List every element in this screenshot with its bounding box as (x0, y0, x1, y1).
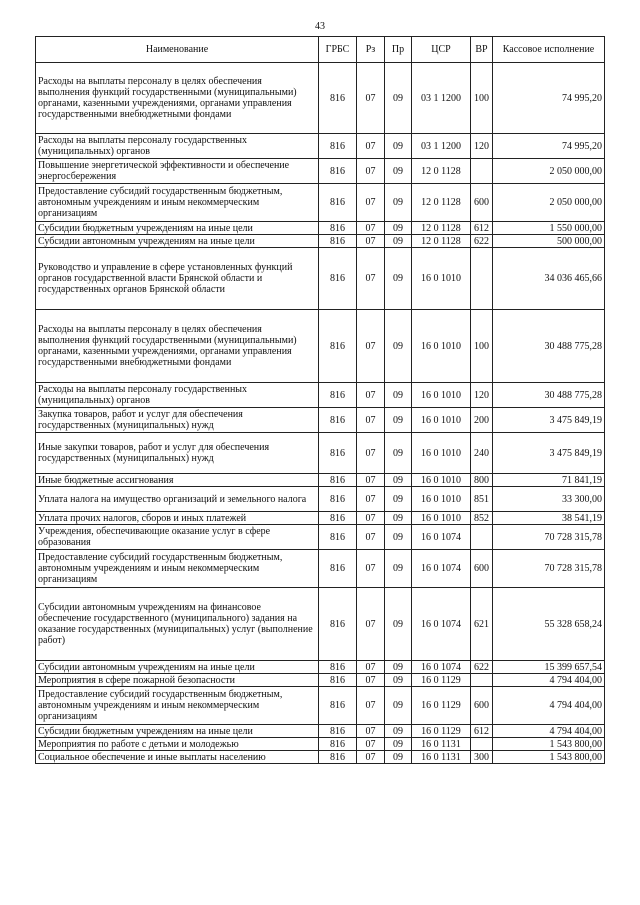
cell-csr: 16 0 1129 (412, 687, 471, 725)
cell-pr: 09 (385, 63, 412, 134)
cell-grbs: 816 (319, 159, 357, 184)
cell-name: Субсидии автономным учреждениям на иные цели (36, 235, 319, 248)
table-row (36, 525, 605, 550)
cell-csr: 16 0 1131 (412, 751, 471, 764)
cell-name: Мероприятия в сфере пожарной безопасности (36, 674, 319, 687)
cell-vr (471, 525, 493, 550)
cell-csr: 16 0 1010 (412, 248, 471, 310)
cell-rz: 07 (357, 751, 385, 764)
cell-name: Повышение энергетической эффективности и обеспечение энергосбережения (36, 159, 319, 184)
cell-name: Расходы на выплаты персоналу государственных (муниципальных) органов (36, 134, 319, 159)
cell-grbs: 816 (319, 222, 357, 235)
cell-name: Иные закупки товаров, работ и услуг для обеспечения государственных (муниципальных) нужд (36, 433, 319, 474)
table-row (36, 310, 605, 383)
cell-rz: 07 (357, 222, 385, 235)
cell-grbs: 816 (319, 738, 357, 751)
table-row (36, 687, 605, 725)
cell-name: Субсидии автономным учреждениям на иные цели (36, 661, 319, 674)
cell-amount: 38 541,19 (493, 512, 605, 525)
cell-grbs: 816 (319, 63, 357, 134)
cell-grbs: 816 (319, 588, 357, 661)
table-row (36, 383, 605, 408)
cell-vr: 622 (471, 235, 493, 248)
table-row (36, 751, 605, 764)
cell-amount: 55 328 658,24 (493, 588, 605, 661)
cell-pr: 09 (385, 512, 412, 525)
cell-vr: 800 (471, 474, 493, 487)
cell-rz: 07 (357, 408, 385, 433)
cell-rz: 07 (357, 184, 385, 222)
cell-rz: 07 (357, 134, 385, 159)
cell-amount: 1 543 800,00 (493, 751, 605, 764)
cell-amount: 1 543 800,00 (493, 738, 605, 751)
table-row (36, 134, 605, 159)
cell-pr: 09 (385, 408, 412, 433)
cell-name: Социальное обеспечение и иные выплаты населению (36, 751, 319, 764)
cell-rz: 07 (357, 550, 385, 588)
cell-csr: 16 0 1074 (412, 588, 471, 661)
cell-name: Уплата налога на имущество организаций и земельного налога (36, 487, 319, 512)
cell-amount: 30 488 775,28 (493, 310, 605, 383)
cell-amount: 500 000,00 (493, 235, 605, 248)
cell-rz: 07 (357, 487, 385, 512)
cell-pr: 09 (385, 751, 412, 764)
cell-pr: 09 (385, 248, 412, 310)
cell-pr: 09 (385, 222, 412, 235)
cell-pr: 09 (385, 134, 412, 159)
cell-grbs: 816 (319, 512, 357, 525)
cell-amount: 74 995,20 (493, 134, 605, 159)
header-vr: ВР (471, 37, 493, 63)
table-row (36, 433, 605, 474)
cell-pr: 09 (385, 525, 412, 550)
table-header-row (36, 37, 605, 63)
cell-rz: 07 (357, 63, 385, 134)
cell-pr: 09 (385, 184, 412, 222)
cell-csr: 12 0 1128 (412, 222, 471, 235)
cell-csr: 16 0 1010 (412, 487, 471, 512)
cell-vr: 100 (471, 63, 493, 134)
cell-grbs: 816 (319, 235, 357, 248)
cell-pr: 09 (385, 487, 412, 512)
cell-amount: 2 050 000,00 (493, 184, 605, 222)
cell-rz: 07 (357, 474, 385, 487)
cell-vr (471, 674, 493, 687)
cell-csr: 16 0 1010 (412, 512, 471, 525)
cell-amount: 34 036 465,66 (493, 248, 605, 310)
table-row (36, 184, 605, 222)
cell-grbs: 816 (319, 310, 357, 383)
header-pr: Пр (385, 37, 412, 63)
cell-vr: 120 (471, 383, 493, 408)
cell-name: Предоставление субсидий государственным бюджетным, автономным учреждениям и иным некоммерческим организациям (36, 550, 319, 588)
table-row (36, 248, 605, 310)
cell-name: Расходы на выплаты персоналу государственных (муниципальных) органов (36, 383, 319, 408)
cell-vr: 120 (471, 134, 493, 159)
cell-amount: 2 050 000,00 (493, 159, 605, 184)
cell-csr: 16 0 1010 (412, 310, 471, 383)
cell-name: Субсидии автономным учреждениям на финансовое обеспечение государственного (муниципального) задания на оказание государственных (муниципальных) услуг (выполнение работ) (36, 588, 319, 661)
cell-grbs: 816 (319, 474, 357, 487)
cell-pr: 09 (385, 661, 412, 674)
cell-grbs: 816 (319, 248, 357, 310)
table-row (36, 474, 605, 487)
cell-rz: 07 (357, 383, 385, 408)
page-number: 43 (315, 21, 325, 32)
table-row (36, 674, 605, 687)
cell-rz: 07 (357, 159, 385, 184)
cell-rz: 07 (357, 588, 385, 661)
cell-amount: 4 794 404,00 (493, 725, 605, 738)
cell-amount: 30 488 775,28 (493, 383, 605, 408)
cell-vr: 600 (471, 550, 493, 588)
cell-grbs: 816 (319, 661, 357, 674)
cell-rz: 07 (357, 674, 385, 687)
cell-rz: 07 (357, 525, 385, 550)
cell-pr: 09 (385, 159, 412, 184)
cell-grbs: 816 (319, 487, 357, 512)
cell-csr: 16 0 1131 (412, 738, 471, 751)
cell-pr: 09 (385, 588, 412, 661)
header-rz: Рз (357, 37, 385, 63)
cell-pr: 09 (385, 310, 412, 383)
cell-name: Мероприятия по работе с детьми и молодежью (36, 738, 319, 751)
table-row (36, 487, 605, 512)
cell-rz: 07 (357, 725, 385, 738)
header-name: Наименование (36, 37, 319, 63)
cell-amount: 70 728 315,78 (493, 525, 605, 550)
cell-amount: 15 399 657,54 (493, 661, 605, 674)
cell-vr: 612 (471, 725, 493, 738)
cell-rz: 07 (357, 687, 385, 725)
cell-vr (471, 248, 493, 310)
cell-name: Субсидии бюджетным учреждениям на иные цели (36, 725, 319, 738)
cell-vr: 300 (471, 751, 493, 764)
header-amount: Кассовое исполнение (493, 37, 605, 63)
cell-csr: 16 0 1129 (412, 674, 471, 687)
cell-grbs: 816 (319, 408, 357, 433)
cell-grbs: 816 (319, 725, 357, 738)
header-grbs: ГРБС (319, 37, 357, 63)
cell-csr: 16 0 1010 (412, 408, 471, 433)
cell-grbs: 816 (319, 674, 357, 687)
cell-name: Расходы на выплаты персоналу в целях обеспечения выполнения функций государственными (муниципальными) органами, казенными учреждениями, органами управления государственными внебюджетными фондами (36, 310, 319, 383)
cell-rz: 07 (357, 248, 385, 310)
table-row (36, 408, 605, 433)
cell-vr: 851 (471, 487, 493, 512)
cell-vr: 200 (471, 408, 493, 433)
cell-vr: 600 (471, 184, 493, 222)
cell-amount: 3 475 849,19 (493, 408, 605, 433)
cell-grbs: 816 (319, 550, 357, 588)
cell-csr: 12 0 1128 (412, 184, 471, 222)
cell-name: Учреждения, обеспечивающие оказание услуг в сфере образования (36, 525, 319, 550)
table-row (36, 222, 605, 235)
cell-name: Руководство и управление в сфере установленных функций органов государственной власти Брянской области и государственных органов Брянской области (36, 248, 319, 310)
cell-csr: 16 0 1074 (412, 525, 471, 550)
cell-csr: 16 0 1129 (412, 725, 471, 738)
cell-grbs: 816 (319, 525, 357, 550)
cell-amount: 1 550 000,00 (493, 222, 605, 235)
cell-csr: 12 0 1128 (412, 235, 471, 248)
cell-amount: 4 794 404,00 (493, 674, 605, 687)
table-row (36, 661, 605, 674)
cell-amount: 3 475 849,19 (493, 433, 605, 474)
table-row (36, 588, 605, 661)
cell-grbs: 816 (319, 687, 357, 725)
cell-rz: 07 (357, 235, 385, 248)
table-row (36, 512, 605, 525)
cell-name: Предоставление субсидий государственным бюджетным, автономным учреждениям и иным некоммерческим организациям (36, 687, 319, 725)
cell-pr: 09 (385, 383, 412, 408)
table-row (36, 63, 605, 134)
budget-execution-table (35, 36, 605, 764)
cell-pr: 09 (385, 433, 412, 474)
cell-grbs: 816 (319, 433, 357, 474)
cell-name: Уплата прочих налогов, сборов и иных платежей (36, 512, 319, 525)
cell-name: Предоставление субсидий государственным бюджетным, автономным учреждениям и иным некоммерческим организациям (36, 184, 319, 222)
cell-csr: 16 0 1074 (412, 661, 471, 674)
cell-vr: 100 (471, 310, 493, 383)
cell-name: Иные бюджетные ассигнования (36, 474, 319, 487)
cell-rz: 07 (357, 661, 385, 674)
cell-vr: 600 (471, 687, 493, 725)
cell-vr (471, 159, 493, 184)
cell-csr: 03 1 1200 (412, 134, 471, 159)
table-row (36, 550, 605, 588)
cell-pr: 09 (385, 674, 412, 687)
cell-csr: 03 1 1200 (412, 63, 471, 134)
cell-pr: 09 (385, 235, 412, 248)
cell-grbs: 816 (319, 184, 357, 222)
table-row (36, 725, 605, 738)
cell-amount: 33 300,00 (493, 487, 605, 512)
cell-amount: 4 794 404,00 (493, 687, 605, 725)
cell-grbs: 816 (319, 751, 357, 764)
cell-name: Расходы на выплаты персоналу в целях обеспечения выполнения функций государственными (муниципальными) органами, казенными учреждениями, органами управления государственными внебюджетными фондами (36, 63, 319, 134)
table-body (36, 63, 605, 764)
cell-amount: 70 728 315,78 (493, 550, 605, 588)
cell-csr: 16 0 1010 (412, 474, 471, 487)
cell-csr: 16 0 1074 (412, 550, 471, 588)
header-csr: ЦСР (412, 37, 471, 63)
cell-grbs: 816 (319, 383, 357, 408)
cell-pr: 09 (385, 725, 412, 738)
table-row (36, 159, 605, 184)
cell-pr: 09 (385, 474, 412, 487)
cell-rz: 07 (357, 512, 385, 525)
cell-vr: 240 (471, 433, 493, 474)
cell-pr: 09 (385, 550, 412, 588)
cell-pr: 09 (385, 687, 412, 725)
cell-name: Закупка товаров, работ и услуг для обеспечения государственных (муниципальных) нужд (36, 408, 319, 433)
cell-csr: 16 0 1010 (412, 383, 471, 408)
cell-grbs: 816 (319, 134, 357, 159)
cell-csr: 12 0 1128 (412, 159, 471, 184)
cell-amount: 71 841,19 (493, 474, 605, 487)
cell-csr: 16 0 1010 (412, 433, 471, 474)
cell-vr: 852 (471, 512, 493, 525)
cell-pr: 09 (385, 738, 412, 751)
cell-vr (471, 738, 493, 751)
cell-vr: 622 (471, 661, 493, 674)
cell-amount: 74 995,20 (493, 63, 605, 134)
cell-name: Субсидии бюджетным учреждениям на иные цели (36, 222, 319, 235)
table-row (36, 738, 605, 751)
cell-rz: 07 (357, 738, 385, 751)
cell-vr: 621 (471, 588, 493, 661)
cell-vr: 612 (471, 222, 493, 235)
table-row (36, 235, 605, 248)
cell-rz: 07 (357, 310, 385, 383)
cell-rz: 07 (357, 433, 385, 474)
